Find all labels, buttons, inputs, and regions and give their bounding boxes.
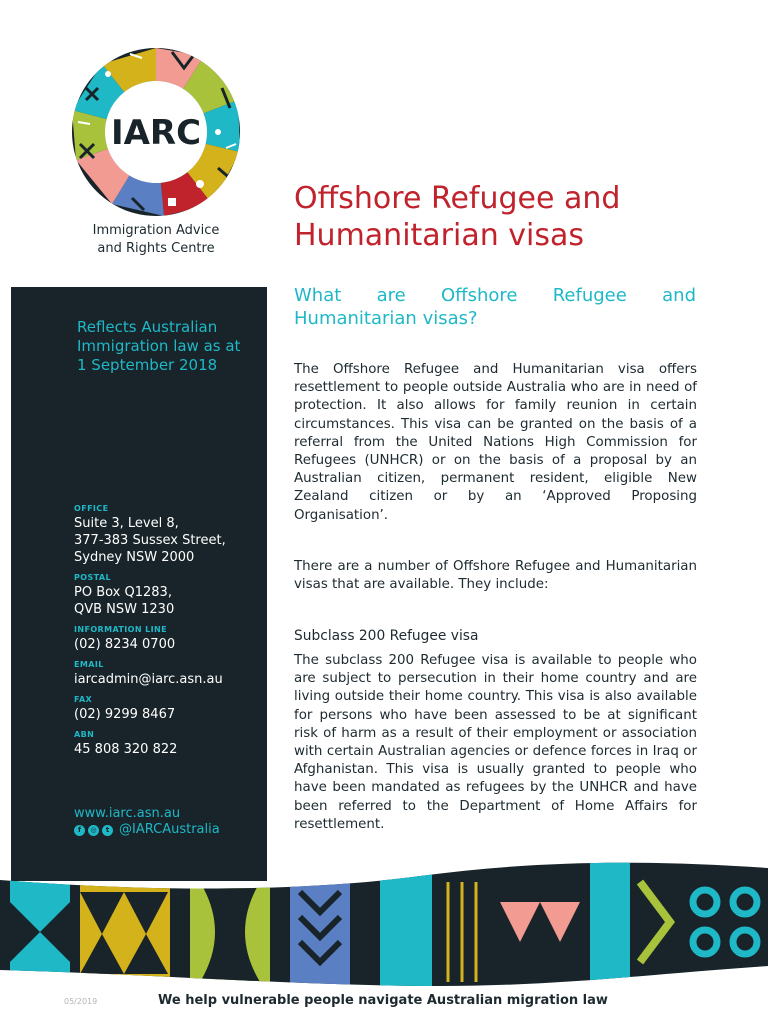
postal-label: POSTAL: [74, 573, 111, 582]
contact-details: [74, 503, 264, 758]
office-line-2: 377-383 Sussex Street,: [74, 533, 226, 548]
law-date-note: [77, 318, 262, 375]
law-date-line-1: Reflects Australian: [77, 318, 218, 336]
office-line-1: Suite 3, Level 8,: [74, 516, 179, 531]
pattern-banner: [0, 862, 768, 992]
logo-subtitle-line-2: and Rights Centre: [97, 241, 215, 256]
law-date-line-2: Immigration law as at: [77, 337, 241, 355]
intro-paragraph: The Offshore Refugee and Humanitarian visa offers resettlement to people outside Australia who are in need of protection. It also allows for family reunion in certain circumstances. This visa can be granted on the basis of a referral from the United Nations High Commission for Refugees (UNHCR) or on the basis of a proposal by an Australian citizen, permanent resident, eligible New Zealand citizen or by an ‘Approved Proposing Organisation’.: [294, 362, 697, 523]
info-line-number[interactable]: (02) 8234 0700: [74, 637, 176, 652]
page-title-line-1: Offshore Refugee and: [294, 181, 621, 216]
fax-number: (02) 9299 8467: [74, 707, 176, 722]
fax-label: FAX: [74, 695, 93, 704]
office-address: [74, 515, 264, 566]
abn-label: ABN: [74, 730, 95, 739]
postal-line-2: QVB NSW 1230: [74, 602, 175, 617]
office-line-3: Sydney NSW 2000: [74, 550, 195, 565]
twitter-icon[interactable]: t: [102, 825, 113, 836]
section-question-line-1: What are Offshore Refugee and: [294, 285, 696, 306]
abn-number: 45 808 320 822: [74, 742, 178, 757]
publication-date: 05/2019: [64, 997, 98, 1006]
subclass-200-heading: Subclass 200 Refugee visa: [294, 628, 479, 644]
postal-line-1: PO Box Q1283,: [74, 585, 172, 600]
iarc-logo: [72, 48, 240, 216]
logo-wordmark: IARC: [110, 113, 202, 153]
email-link[interactable]: iarcadmin@iarc.asn.au: [74, 672, 223, 687]
law-date-line-3: 1 September 2018: [77, 356, 218, 374]
section-question-line-2: Humanitarian visas?: [294, 308, 478, 329]
postal-address: [74, 584, 264, 618]
website-link[interactable]: www.iarc.asn.au: [74, 806, 181, 821]
visa-types-paragraph: There are a number of Offshore Refugee and Humanitarian visas that are available. They include:: [294, 559, 697, 593]
instagram-icon[interactable]: ◎: [88, 825, 99, 836]
logo-subtitle: [52, 222, 260, 258]
facebook-icon[interactable]: f: [74, 825, 85, 836]
page-title: [294, 180, 714, 254]
subclass-200-paragraph: The subclass 200 Refugee visa is available to people who are subject to persecution in their home country and are living outside their home country. This visa is also available for persons who have been assessed to be at significant risk of harm as a result of their employment or association with certain Australian agencies or defence forces in Iraq or Afghanistan. This visa is usually granted to people who have been mandated as refugees by the UNHCR and have been referred to the Department of Home Affairs for resettlement.: [294, 653, 697, 832]
office-label: OFFICE: [74, 504, 109, 513]
info-line-label: INFORMATION LINE: [74, 625, 167, 634]
footer-tagline: We help vulnerable people navigate Australian migration law: [158, 993, 608, 1008]
email-label: EMAIL: [74, 660, 104, 669]
section-question: [294, 284, 696, 330]
logo-subtitle-line-1: Immigration Advice: [92, 223, 220, 238]
contact-sidebar: [11, 287, 267, 881]
social-links: [74, 822, 220, 838]
social-handle[interactable]: @IARCAustralia: [119, 822, 220, 837]
page-title-line-2: Humanitarian visas: [294, 218, 585, 253]
